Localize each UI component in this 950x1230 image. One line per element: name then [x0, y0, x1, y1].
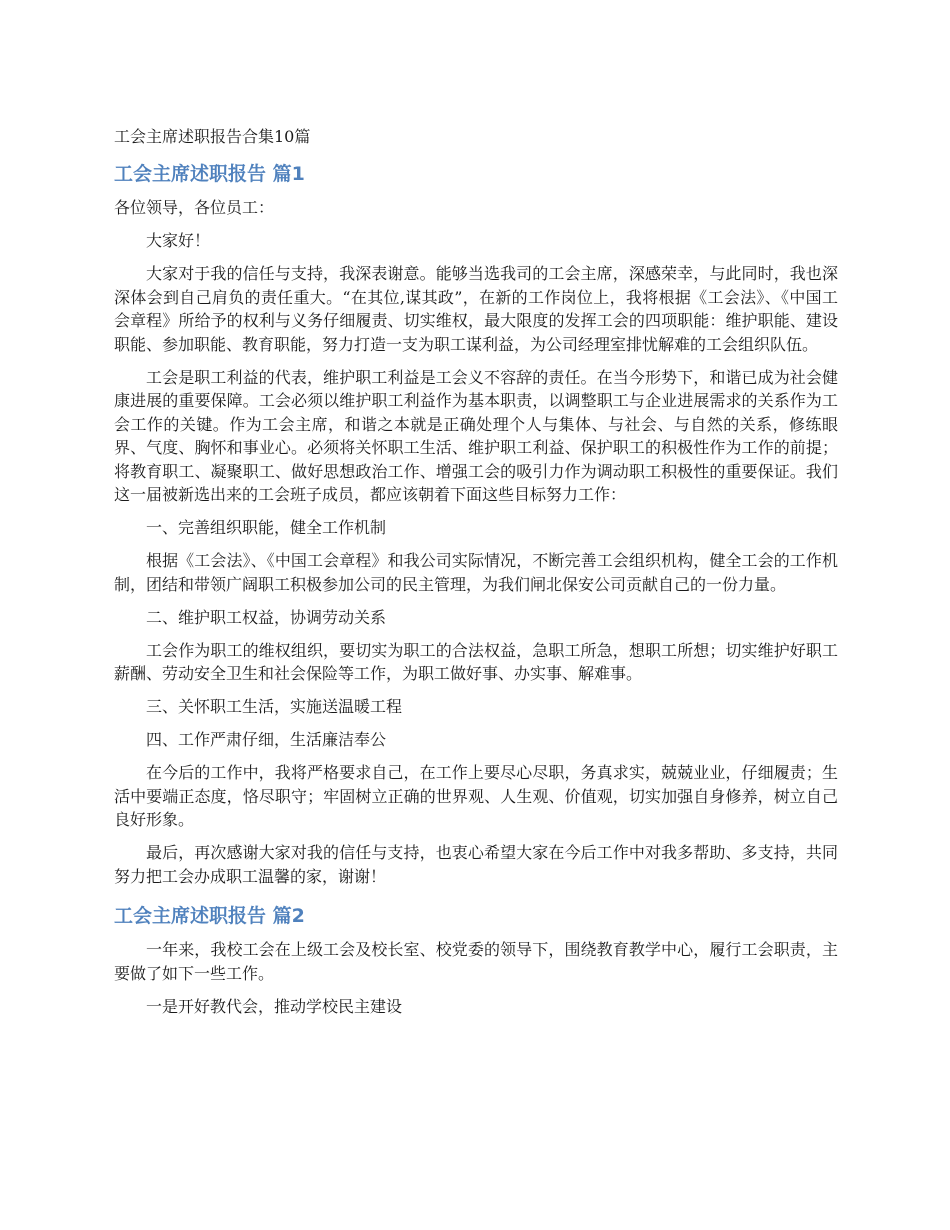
list-heading: 二、维护职工权益，协调劳动关系 [146, 607, 387, 627]
body-paragraph: 大家对于我的信任与支持，我深表谢意。能够当选我司的工会主席，深感荣幸，与此同时，我也深深体会到自己肩负的责任重大。“在其位,谋其政”，在新的工作岗位上，我将根据《工会法》、《中国工会章程》所给予的权利与义务仔细履责、切实维权，最大限度的发挥工会的四项职能：维护职能、建设职能、参加职能、教育职能，努力打造一支为职工谋利益，为公司经理室排忧解难的工会组织队伍。 [114, 264, 838, 354]
body-paragraph: 根据《工会法》、《中国工会章程》和我公司实际情况，不断完善工会组织机构，健全工会的工作机制，团结和带领广阔职工积极参加公司的民主管理，为我们闸北保安公司贡献自己的一份力量。 [114, 551, 838, 594]
body-paragraph: 工会作为职工的维权组织，要切实为职工的合法权益，急职工所急，想职工所想；切实维护好职工薪酬、劳动安全卫生和社会保险等工作，为职工做好事、办实事、解难事。 [114, 640, 838, 683]
list-heading: 一是开好教代会，推动学校民主建设 [146, 996, 403, 1016]
body-paragraph: 在今后的工作中，我将严格要求自己，在工作上要尽心尽职，务真求实，兢兢业业，仔细履责；生活中要端正态度，恪尽职守；牢固树立正确的世界观、人生观、价值观，切实加强自身修养，树立自己良好形象。 [114, 763, 838, 829]
section-heading-2: 工会主席述职报告 篇2 [114, 905, 305, 927]
greeting: 大家好！ [146, 231, 211, 250]
list-heading: 一、完善组织职能，健全工作机制 [146, 518, 387, 537]
body-paragraph: 工会是职工利益的代表，维护职工利益是工会义不容辞的责任。在当今形势下，和谐已成为社会健康进展的重要保障。工会必须以维护职工利益作为基本职责，以调整职工与企业进展需求的关系作为工会工作的关键。作为工会主席，和谐之本就是正确处理个人与集体、与社会、与自然的关系，修练眼界、气度、胸怀和事业心。必须将关怀职工生活、维护职工利益、保护职工的积极性作为工作的前提；将教育职工、凝聚职工、做好思想政治工作、增强工会的吸引力作为调动职工积极性的重要保证。我们这一届被新选出来的工会班子成员，都应该朝着下面这些目标努力工作： [114, 367, 838, 504]
document-page [114, 124, 838, 1028]
body-paragraph: 一年来，我校工会在上级工会及校长室、校党委的领导下，围绕教育教学中心，履行工会职责，主要做了如下一些工作。 [114, 940, 838, 983]
section-heading-1: 工会主席述职报告 篇1 [114, 163, 305, 185]
document-title: 工会主席述职报告合集10篇 [114, 127, 311, 146]
list-heading: 三、关怀职工生活，实施送温暖工程 [146, 697, 403, 716]
closing-paragraph: 最后，再次感谢大家对我的信任与支持，也衷心希望大家在今后工作中对我多帮助、多支持，共同努力把工会办成职工温馨的家，谢谢！ [114, 843, 838, 886]
list-heading: 四、工作严肃仔细，生活廉洁奉公 [146, 730, 387, 749]
salutation: 各位领导，各位员工： [114, 198, 275, 217]
